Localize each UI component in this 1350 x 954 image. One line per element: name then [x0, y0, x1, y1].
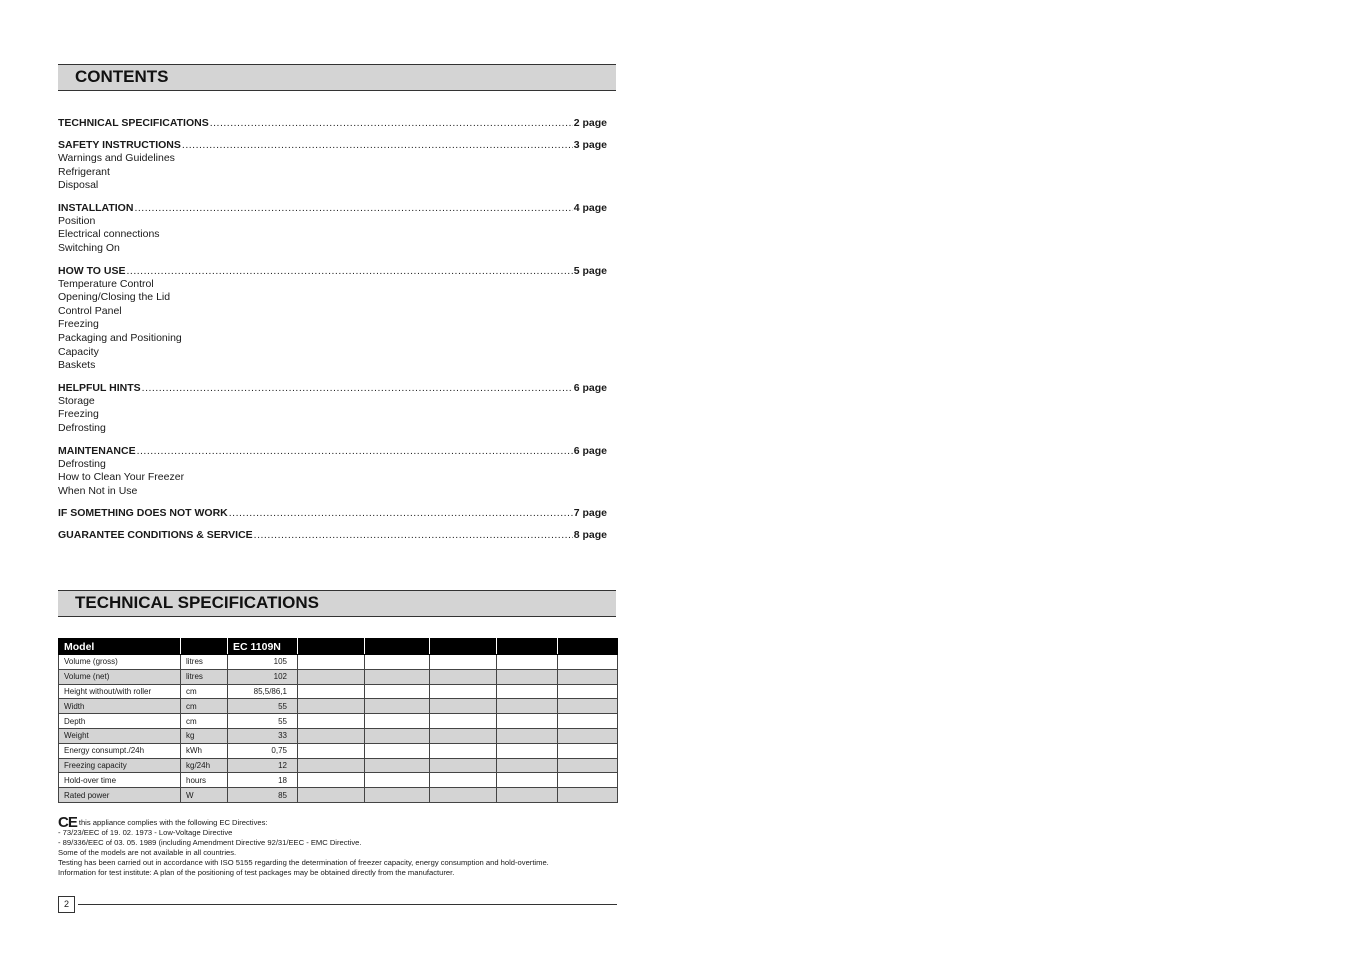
- ce-mark-icon: CE: [58, 814, 77, 831]
- note-text: this appliance complies with the following EC Directives:: [78, 818, 268, 827]
- empty-cell: [497, 714, 558, 729]
- empty-cell: [558, 655, 618, 670]
- toc-leader-dots: [182, 138, 573, 152]
- empty-cell: [365, 684, 430, 699]
- toc-section: [58, 381, 607, 436]
- spec-unit: cm: [181, 699, 228, 714]
- spec-table: [58, 638, 618, 803]
- compliance-notes: [58, 814, 658, 878]
- toc-subitem: Switching On: [58, 241, 120, 254]
- toc-page-ref: 7 page: [573, 507, 607, 520]
- toc-leader-dots: [254, 528, 573, 542]
- toc-subitem: Opening/Closing the Lid: [58, 291, 171, 304]
- note-line: [58, 868, 658, 878]
- toc-heading-text: MAINTENANCE: [58, 444, 136, 457]
- spec-label: Freezing capacity: [59, 758, 181, 773]
- empty-cell: [365, 788, 430, 803]
- toc-heading-text: HELPFUL HINTS: [58, 381, 141, 394]
- empty-header: [365, 639, 430, 655]
- table-row: [59, 788, 618, 803]
- toc-heading-text: TECHNICAL SPECIFICATIONS: [58, 117, 209, 129]
- note-line: [58, 858, 658, 868]
- empty-cell: [298, 728, 365, 743]
- toc-page-ref: 8 page: [573, 529, 607, 542]
- spec-unit: kg: [181, 728, 228, 743]
- toc-subitem: How to Clean Your Freezer: [58, 471, 185, 484]
- spec-label: Rated power: [59, 788, 181, 803]
- toc-heading-text: IF SOMETHING DOES NOT WORK: [58, 507, 228, 520]
- toc-heading: [58, 138, 607, 152]
- empty-header: [298, 639, 365, 655]
- toc-heading: [58, 506, 607, 520]
- empty-cell: [430, 743, 497, 758]
- toc-subitem: Defrosting: [58, 421, 106, 434]
- empty-cell: [497, 788, 558, 803]
- toc-subitem: Disposal: [58, 179, 99, 192]
- table-row: [59, 699, 618, 714]
- spec-label: Weight: [59, 728, 181, 743]
- empty-cell: [497, 699, 558, 714]
- toc-heading-text: HOW TO USE: [58, 264, 126, 277]
- contents-title-bar: [58, 64, 616, 91]
- toc-page-ref: 6 page: [573, 381, 607, 394]
- page-number: 2: [58, 896, 75, 913]
- note-text: Information for test institute: A plan of the positioning of test packages may be obtained directly from the manufacturer.: [58, 868, 455, 877]
- toc-page-ref: 2 page: [573, 117, 607, 129]
- empty-cell: [430, 758, 497, 773]
- note-line: [58, 814, 658, 831]
- toc-leader-dots: [137, 444, 573, 458]
- empty-cell: [430, 655, 497, 670]
- spec-value: 12: [228, 758, 298, 773]
- empty-cell: [430, 728, 497, 743]
- toc-leader-dots: [134, 201, 572, 215]
- toc-subitem: Packaging and Positioning: [58, 331, 182, 344]
- empty-cell: [558, 743, 618, 758]
- spec-value: 18: [228, 773, 298, 788]
- footer-rule: [78, 904, 617, 905]
- toc-page-ref: 5 page: [573, 264, 607, 277]
- toc-heading: [58, 528, 607, 542]
- empty-cell: [298, 684, 365, 699]
- empty-cell: [298, 699, 365, 714]
- toc-leader-dots: [210, 116, 573, 130]
- toc-subitem: Defrosting: [58, 457, 106, 470]
- toc-subitem: Freezing: [58, 318, 99, 331]
- toc-leader-dots: [126, 264, 572, 278]
- toc-leader-dots: [229, 506, 573, 520]
- table-row: [59, 758, 618, 773]
- toc-section: [58, 264, 607, 373]
- toc-section: [58, 506, 607, 520]
- toc-subitem: Warnings and Guidelines: [58, 152, 175, 164]
- empty-cell: [430, 669, 497, 684]
- spec-unit: cm: [181, 684, 228, 699]
- spec-value: 33: [228, 728, 298, 743]
- empty-cell: [497, 758, 558, 773]
- spec-value: 55: [228, 699, 298, 714]
- toc-subitem: Control Panel: [58, 304, 122, 317]
- empty-cell: [298, 714, 365, 729]
- spec-label: Energy consumpt./24h: [59, 743, 181, 758]
- spec-value: 102: [228, 669, 298, 684]
- empty-cell: [430, 714, 497, 729]
- empty-cell: [497, 684, 558, 699]
- empty-cell: [298, 743, 365, 758]
- toc-heading-text: SAFETY INSTRUCTIONS: [58, 139, 181, 151]
- toc-subitem: Position: [58, 214, 96, 227]
- spec-label: Width: [59, 699, 181, 714]
- contents-title: CONTENTS: [75, 67, 169, 86]
- empty-cell: [558, 758, 618, 773]
- toc-page-ref: 3 page: [573, 139, 607, 151]
- spec-value: 0,75: [228, 743, 298, 758]
- toc-subitem: Electrical connections: [58, 228, 160, 241]
- table-row: [59, 655, 618, 670]
- empty-cell: [365, 699, 430, 714]
- empty-cell: [558, 773, 618, 788]
- toc-subitem: Temperature Control: [58, 277, 154, 290]
- empty-cell: [365, 773, 430, 788]
- empty-cell: [365, 714, 430, 729]
- note-line: [58, 848, 658, 858]
- empty-cell: [558, 699, 618, 714]
- note-text: - 73/23/EEC of 19. 02. 1973 - Low-Voltage Directive: [58, 828, 233, 837]
- model-header: Model: [59, 639, 181, 655]
- toc-subitem: Storage: [58, 394, 95, 407]
- empty-cell: [558, 669, 618, 684]
- empty-cell: [558, 728, 618, 743]
- table-row: [59, 743, 618, 758]
- empty-cell: [497, 728, 558, 743]
- toc-subitem: Baskets: [58, 359, 96, 372]
- empty-cell: [558, 684, 618, 699]
- empty-cell: [298, 773, 365, 788]
- table-row: [59, 728, 618, 743]
- toc-subitem: Capacity: [58, 345, 99, 358]
- empty-cell: [497, 669, 558, 684]
- empty-cell: [365, 743, 430, 758]
- spec-unit: cm: [181, 714, 228, 729]
- toc-heading-text: GUARANTEE CONDITIONS & SERVICE: [58, 529, 253, 542]
- spec-value: 85: [228, 788, 298, 803]
- spec-value: 105: [228, 655, 298, 670]
- spec-unit: kg/24h: [181, 758, 228, 773]
- empty-cell: [365, 758, 430, 773]
- empty-header: [430, 639, 497, 655]
- spec-label: Depth: [59, 714, 181, 729]
- toc-section: [58, 116, 607, 130]
- empty-cell: [558, 714, 618, 729]
- toc-section: [58, 138, 607, 193]
- spec-value: 55: [228, 714, 298, 729]
- toc-heading: [58, 381, 607, 395]
- spec-unit: litres: [181, 655, 228, 670]
- spec-unit: kWh: [181, 743, 228, 758]
- empty-header: [497, 639, 558, 655]
- spec-label: Volume (net): [59, 669, 181, 684]
- toc-section: [58, 201, 607, 256]
- empty-cell: [430, 773, 497, 788]
- unit-header: [181, 639, 228, 655]
- table-row: [59, 714, 618, 729]
- toc-heading: [58, 116, 607, 130]
- toc-heading: [58, 444, 607, 458]
- empty-cell: [430, 684, 497, 699]
- empty-cell: [365, 655, 430, 670]
- toc-subitem: Refrigerant: [58, 165, 110, 178]
- note-text: Testing has been carried out in accordance with ISO 5155 regarding the determination of freezer capacity, energy consumption and hold-overtime.: [58, 858, 549, 867]
- note-line: [58, 838, 658, 848]
- spec-label: Volume (gross): [59, 655, 181, 670]
- table-row: [59, 669, 618, 684]
- empty-cell: [497, 655, 558, 670]
- table-of-contents: [58, 116, 607, 550]
- toc-leader-dots: [142, 381, 573, 395]
- empty-cell: [497, 773, 558, 788]
- empty-cell: [497, 743, 558, 758]
- specs-title-bar: [58, 590, 616, 617]
- empty-cell: [430, 788, 497, 803]
- spec-label: Height without/with roller: [59, 684, 181, 699]
- empty-cell: [558, 788, 618, 803]
- toc-section: [58, 444, 607, 499]
- specs-title: TECHNICAL SPECIFICATIONS: [75, 593, 319, 612]
- toc-heading: [58, 264, 607, 278]
- spec-unit: hours: [181, 773, 228, 788]
- spec-unit: W: [181, 788, 228, 803]
- toc-heading: [58, 201, 607, 215]
- empty-cell: [298, 669, 365, 684]
- empty-cell: [430, 699, 497, 714]
- model-name-header: EC 1109N: [228, 639, 298, 655]
- toc-section: [58, 528, 607, 542]
- empty-header: [558, 639, 618, 655]
- table-row: [59, 773, 618, 788]
- empty-cell: [365, 669, 430, 684]
- table-row: [59, 684, 618, 699]
- spec-value: 85,5/86,1: [228, 684, 298, 699]
- note-text: - 89/336/EEC of 03. 05. 1989 (including Amendment Directive 92/31/EEC - EMC Directive.: [58, 838, 362, 847]
- spec-header-row: [59, 639, 618, 655]
- empty-cell: [298, 788, 365, 803]
- toc-subitem: Freezing: [58, 408, 99, 421]
- toc-heading-text: INSTALLATION: [58, 201, 134, 214]
- toc-page-ref: 4 page: [573, 201, 607, 214]
- spec-label: Hold-over time: [59, 773, 181, 788]
- empty-cell: [365, 728, 430, 743]
- empty-cell: [298, 758, 365, 773]
- toc-page-ref: 6 page: [573, 444, 607, 457]
- toc-subitem: When Not in Use: [58, 484, 138, 497]
- empty-cell: [298, 655, 365, 670]
- note-text: Some of the models are not available in all countries.: [58, 848, 237, 857]
- spec-unit: litres: [181, 669, 228, 684]
- note-line: [58, 828, 658, 838]
